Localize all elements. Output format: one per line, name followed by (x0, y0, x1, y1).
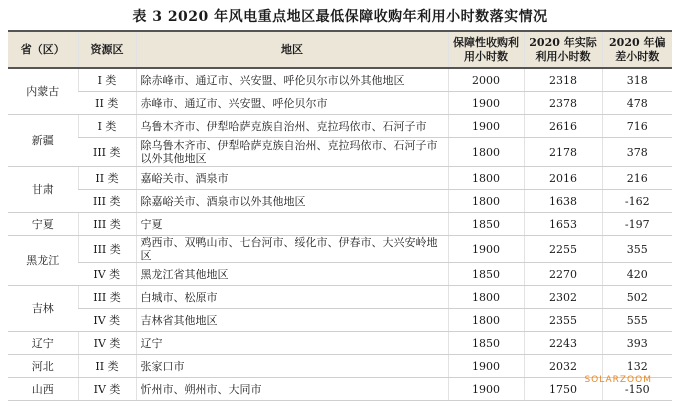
watermark-logo: SOLARZOOM (584, 375, 652, 385)
guaranteed-cell: 1850 (448, 213, 524, 236)
area-cell: 赤峰市、通辽市、兴安盟、呼伦贝尔市 (136, 92, 448, 115)
guaranteed-cell: 1800 (448, 309, 524, 332)
actual-cell: 1638 (524, 190, 602, 213)
header-resource: 资源区 (78, 31, 136, 68)
province-cell: 河北 (8, 355, 78, 378)
deviation-cell: 555 (602, 309, 672, 332)
table-row (8, 286, 672, 309)
guaranteed-cell: 1800 (448, 138, 524, 167)
province-cell: 山西 (8, 378, 78, 401)
area-cell: 鸡西市、双鸭山市、七台河市、绥化市、伊春市、大兴安岭地区 (136, 236, 448, 263)
area-cell: 白城市、松原市 (136, 286, 448, 309)
province-cell: 吉林 (8, 286, 78, 332)
actual-cell: 2302 (524, 286, 602, 309)
table-row (8, 167, 672, 190)
guaranteed-cell: 1800 (448, 167, 524, 190)
actual-cell: 1653 (524, 213, 602, 236)
actual-cell: 2378 (524, 92, 602, 115)
header-deviation: 2020 年偏差小时数 (602, 31, 672, 68)
deviation-cell: -197 (602, 213, 672, 236)
actual-cell: 2270 (524, 263, 602, 286)
guaranteed-cell: 1900 (448, 355, 524, 378)
area-cell: 张家口市 (136, 355, 448, 378)
guaranteed-cell: 1800 (448, 190, 524, 213)
table-row (8, 309, 672, 332)
actual-cell: 2178 (524, 138, 602, 167)
area-cell: 除嘉峪关市、酒泉市以外其他地区 (136, 190, 448, 213)
deviation-cell: 420 (602, 263, 672, 286)
actual-cell: 2255 (524, 236, 602, 263)
province-cell: 新疆 (8, 115, 78, 167)
table-row (8, 236, 672, 263)
table-header-row (8, 31, 672, 68)
deviation-cell: 502 (602, 286, 672, 309)
deviation-cell: -162 (602, 190, 672, 213)
resource-cell: II 类 (78, 92, 136, 115)
guaranteed-cell: 2000 (448, 68, 524, 92)
province-cell: 内蒙古 (8, 68, 78, 115)
area-cell: 宁夏 (136, 213, 448, 236)
province-cell: 辽宁 (8, 332, 78, 355)
table-row (8, 92, 672, 115)
area-cell: 除赤峰市、通辽市、兴安盟、呼伦贝尔市以外其他地区 (136, 68, 448, 92)
guaranteed-cell: 1800 (448, 286, 524, 309)
resource-cell: IV 类 (78, 309, 136, 332)
actual-cell: 2243 (524, 332, 602, 355)
header-guaranteed: 保障性收购利用小时数 (448, 31, 524, 68)
deviation-cell: 478 (602, 92, 672, 115)
resource-cell: III 类 (78, 286, 136, 309)
table-row (8, 138, 672, 167)
guaranteed-cell: 1900 (448, 236, 524, 263)
table-row (8, 378, 672, 401)
area-cell: 忻州市、朔州市、大同市 (136, 378, 448, 401)
actual-cell: 1750 (524, 378, 602, 401)
area-cell: 嘉峪关市、酒泉市 (136, 167, 448, 190)
deviation-cell: 132 (602, 355, 672, 378)
wind-power-hours-table (8, 30, 672, 401)
deviation-cell: 716 (602, 115, 672, 138)
province-cell: 宁夏 (8, 213, 78, 236)
resource-cell: III 类 (78, 213, 136, 236)
guaranteed-cell: 1900 (448, 92, 524, 115)
actual-cell: 2355 (524, 309, 602, 332)
guaranteed-cell: 1900 (448, 115, 524, 138)
area-cell: 辽宁 (136, 332, 448, 355)
header-actual: 2020 年实际利用小时数 (524, 31, 602, 68)
deviation-cell: 318 (602, 68, 672, 92)
resource-cell: IV 类 (78, 378, 136, 401)
header-area: 地区 (136, 31, 448, 68)
area-cell: 乌鲁木齐市、伊犁哈萨克族自治州、克拉玛依市、石河子市 (136, 115, 448, 138)
table-row (8, 263, 672, 286)
province-cell: 黑龙江 (8, 236, 78, 286)
table-row (8, 115, 672, 138)
resource-cell: I 类 (78, 115, 136, 138)
table-row (8, 68, 672, 92)
resource-cell: III 类 (78, 236, 136, 263)
table-row (8, 190, 672, 213)
resource-cell: III 类 (78, 190, 136, 213)
deviation-cell: 378 (602, 138, 672, 167)
actual-cell: 2032 (524, 355, 602, 378)
actual-cell: 2016 (524, 167, 602, 190)
deviation-cell: 355 (602, 236, 672, 263)
guaranteed-cell: 1850 (448, 263, 524, 286)
table-row (8, 213, 672, 236)
resource-cell: II 类 (78, 167, 136, 190)
header-province: 省（区） (8, 31, 78, 68)
deviation-cell: 393 (602, 332, 672, 355)
table-row (8, 332, 672, 355)
area-cell: 吉林省其他地区 (136, 309, 448, 332)
province-cell: 甘肃 (8, 167, 78, 213)
actual-cell: 2616 (524, 115, 602, 138)
area-cell: 黑龙江省其他地区 (136, 263, 448, 286)
resource-cell: IV 类 (78, 332, 136, 355)
resource-cell: III 类 (78, 138, 136, 167)
guaranteed-cell: 1850 (448, 332, 524, 355)
resource-cell: IV 类 (78, 263, 136, 286)
deviation-cell: -150 (602, 378, 672, 401)
resource-cell: II 类 (78, 355, 136, 378)
resource-cell: I 类 (78, 68, 136, 92)
table-title: 表 3 2020 年风电重点地区最低保障收购年利用小时数落实情况 (132, 9, 548, 25)
area-cell: 除乌鲁木齐市、伊犁哈萨克族自治州、克拉玛依市、石河子市以外其他地区 (136, 138, 448, 167)
guaranteed-cell: 1900 (448, 378, 524, 401)
actual-cell: 2318 (524, 68, 602, 92)
table-row (8, 355, 672, 378)
deviation-cell: 216 (602, 167, 672, 190)
